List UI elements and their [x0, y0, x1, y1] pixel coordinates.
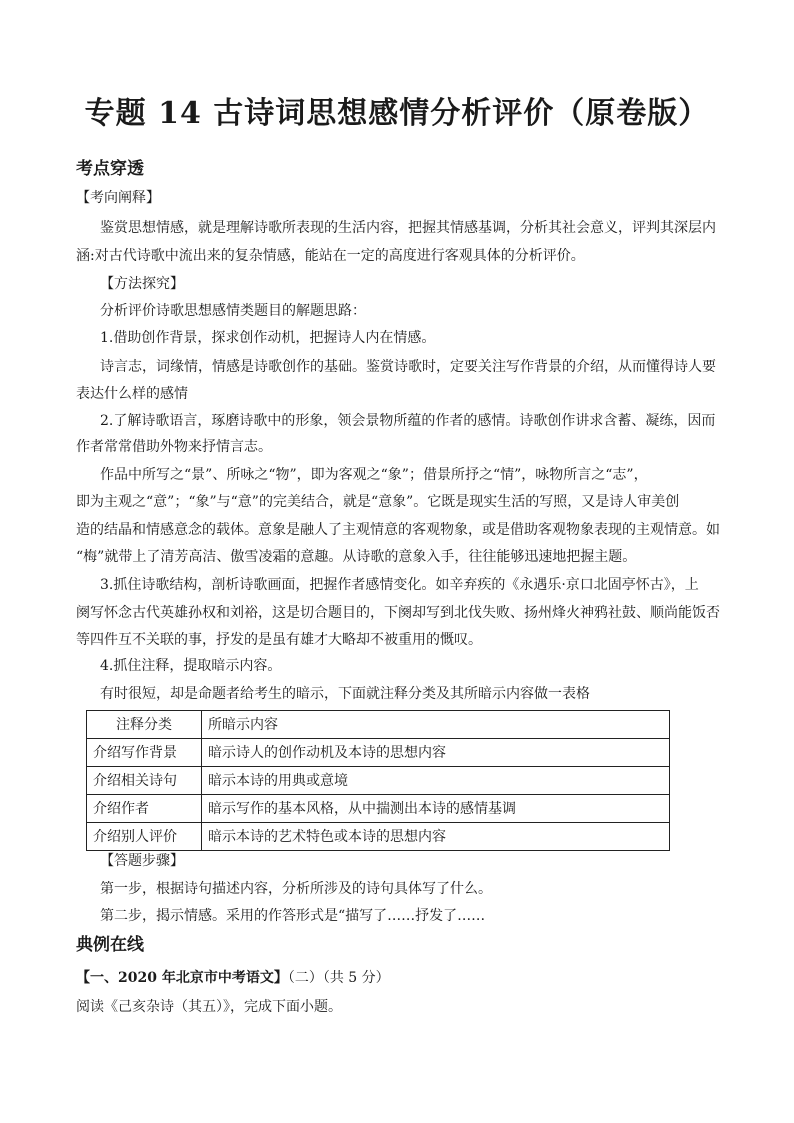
table-cell-category: 介绍写作背景	[87, 739, 202, 767]
method-point-3-line-3: 等四件互不关联的事，抒发的是虽有雄才大略却不被重用的慨叹。	[76, 632, 482, 648]
method-point-3-line-2: 阕写怀念古代英雄孙权和刘裕，这是切合题目的，下阕却写到北伐失败、扬州烽火神鸦社鼓、顺尚能饭否	[76, 605, 720, 621]
example-heading-score: （二）（共 5 分）	[287, 970, 390, 986]
method-point-4-title: 4.抓住注释，提取暗示内容。	[100, 658, 282, 674]
table-cell-hint: 暗示本诗的艺术特色或本诗的思想内容	[202, 823, 670, 851]
answer-step-2: 第二步，揭示情感。采用的作答形式是“描写了……抒发了……	[100, 908, 486, 924]
method-point-3-line-1: 3.抓住诗歌结构，剖析诗歌画面，把握作者感情变化。如辛弃疾的《永遇乐·京口北固亭怀古》，上	[100, 577, 699, 593]
table-row	[87, 767, 670, 795]
imagery-para-line-3: 造的结晶和情感意念的载体。意象是融人了主观情意的客观物象，或是借助客观物象表现的主观情意。如	[76, 522, 720, 538]
section-heading-exam-points: 考点穿透	[76, 159, 144, 179]
section-heading-examples: 典例在线	[76, 935, 144, 955]
imagery-para-line-1: 作品中所写之“景”、所咏之“物”，即为客观之“象”；借景所抒之“情”，咏物所言之“志”，	[100, 467, 648, 483]
table-header-row	[87, 711, 670, 739]
method-point-1-line-1: 诗言志，词缘情，情感是诗歌创作的基础。鉴赏诗歌时，定要关注写作背景的介绍，从而懂得诗人要	[100, 359, 716, 375]
method-point-4-line-1: 有时很短，却是命题者给考生的暗示，下面就注释分类及其所暗示内容做一表格	[100, 686, 590, 702]
example-heading	[76, 968, 390, 988]
method-point-1-line-2: 表达什么样的感情	[76, 386, 188, 402]
table-row	[87, 823, 670, 851]
example-heading-source: 【一、2020 年北京市中考语文】	[76, 970, 288, 986]
table-row	[87, 739, 670, 767]
table-cell-hint: 暗示本诗的用典或意境	[202, 767, 670, 795]
answer-step-1: 第一步，根据诗句描述内容，分析所涉及的诗句具体写了什么。	[100, 881, 492, 897]
table-cell-category: 介绍作者	[87, 795, 202, 823]
method-point-1-title: 1.借助创作背景，探求创作动机，把握诗人内在情感。	[100, 330, 436, 346]
table-cell-hint: 暗示诗人的创作动机及本诗的思想内容	[202, 739, 670, 767]
exam-focus-para-line-1: 鉴赏思想情感，就是理解诗歌所表现的生活内容，把握其情感基调，分析其社会意义，评判其深层内	[100, 220, 716, 236]
annotation-table	[86, 710, 670, 851]
exam-focus-para-line-2: 涵:对古代诗歌中流出来的复杂情感，能站在一定的高度进行客观具体的分析评价。	[76, 248, 585, 264]
document-title: 专题 14 古诗词思想感情分析评价（原卷版）	[84, 96, 710, 131]
imagery-para-line-2: 即为主观之“意”；“象”与“意”的完美结合，就是“意象”。它既是现实生活的写照，又是诗人审美创	[76, 494, 680, 510]
imagery-para-line-4: “梅”就带上了清芳高洁、傲雪凌霜的意趣。从诗歌的意象入手，往往能够迅速地把握主题。	[76, 549, 637, 565]
table-cell-hint: 暗示写作的基本风格，从中揣测出本诗的感情基调	[202, 795, 670, 823]
exam-focus-label: 【考向阐释】	[76, 190, 160, 206]
example-prompt: 阅读《己亥杂诗（其五）》，完成下面小题。	[76, 999, 342, 1015]
method-point-2-line-2: 作者常常借助外物来抒情言志。	[76, 439, 272, 455]
method-point-2-line-1: 2.了解诗歌语言，琢磨诗歌中的形象，领会景物所蕴的作者的感情。诗歌创作讲求含蓄、凝练，因而	[100, 413, 716, 429]
table-header-category: 注释分类	[87, 711, 202, 739]
table-cell-category: 介绍相关诗句	[87, 767, 202, 795]
method-label: 【方法探究】	[100, 276, 184, 292]
table-cell-category: 介绍别人评价	[87, 823, 202, 851]
table-header-hint: 所暗示内容	[202, 711, 670, 739]
method-intro: 分析评价诗歌思想感情类题目的解题思路：	[100, 303, 366, 319]
table-row	[87, 795, 670, 823]
answer-steps-label: 【答题步骤】	[100, 853, 184, 869]
